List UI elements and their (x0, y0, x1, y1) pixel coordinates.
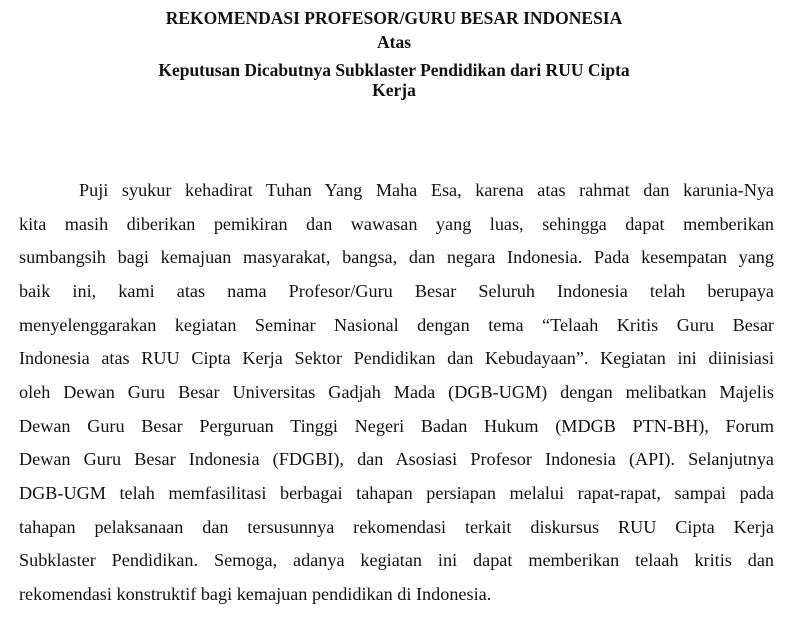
paragraph-line: Dewan Guru Besar Perguruan Tinggi Negeri Badan Hukum (MDGB PTN-BH), Forum (19, 416, 774, 436)
document-title-line-2: Atas (376, 32, 412, 52)
paragraph-line: tahapan pelaksanaan dan tersusunnya rekomendasi terkait diskursus RUU Cipta Kerja (19, 517, 774, 537)
paragraph-line: sumbangsih bagi kemajuan masyarakat, bangsa, dan negara Indonesia. Pada kesempatan yang (19, 247, 774, 267)
paragraph-line: rekomendasi konstruktif bagi kemajuan pendidikan di Indonesia. (19, 584, 492, 604)
paragraph-line: kita masih diberikan pemikiran dan wawasan yang luas, sehingga dapat memberikan (19, 214, 774, 234)
paragraph-line: Puji syukur kehadirat Tuhan Yang Maha Esa, karena atas rahmat dan karunia-Nya (79, 180, 774, 200)
document-title-line-3: Keputusan Dicabutnya Subklaster Pendidikan dari RUU Cipta (158, 60, 630, 80)
paragraph-line: oleh Dewan Guru Besar Universitas Gadjah Mada (DGB-UGM) dengan melibatkan Majelis (19, 382, 774, 402)
paragraph-line: Subklaster Pendidikan. Semoga, adanya kegiatan ini dapat memberikan telaah kritis dan (19, 550, 774, 570)
document-title-line-4: Kerja (372, 80, 416, 100)
paragraph-line: baik ini, kami atas nama Profesor/Guru Besar Seluruh Indonesia telah berupaya (19, 281, 774, 301)
document-title-line-1: REKOMENDASI PROFESOR/GURU BESAR INDONESIA (165, 8, 623, 28)
paragraph-line: Indonesia atas RUU Cipta Kerja Sektor Pendidikan dan Kebudayaan”. Kegiatan ini diinisiasi (19, 348, 774, 368)
paragraph-line: DGB-UGM telah memfasilitasi berbagai tahapan persiapan melalui rapat-rapat, sampai pada (19, 483, 774, 503)
paragraph-line: Dewan Guru Besar Indonesia (FDGBI), dan Asosiasi Profesor Indonesia (API). Selanjutnya (19, 449, 774, 469)
paragraph-line: menyelenggarakan kegiatan Seminar Nasional dengan tema “Telaah Kritis Guru Besar (19, 315, 774, 335)
